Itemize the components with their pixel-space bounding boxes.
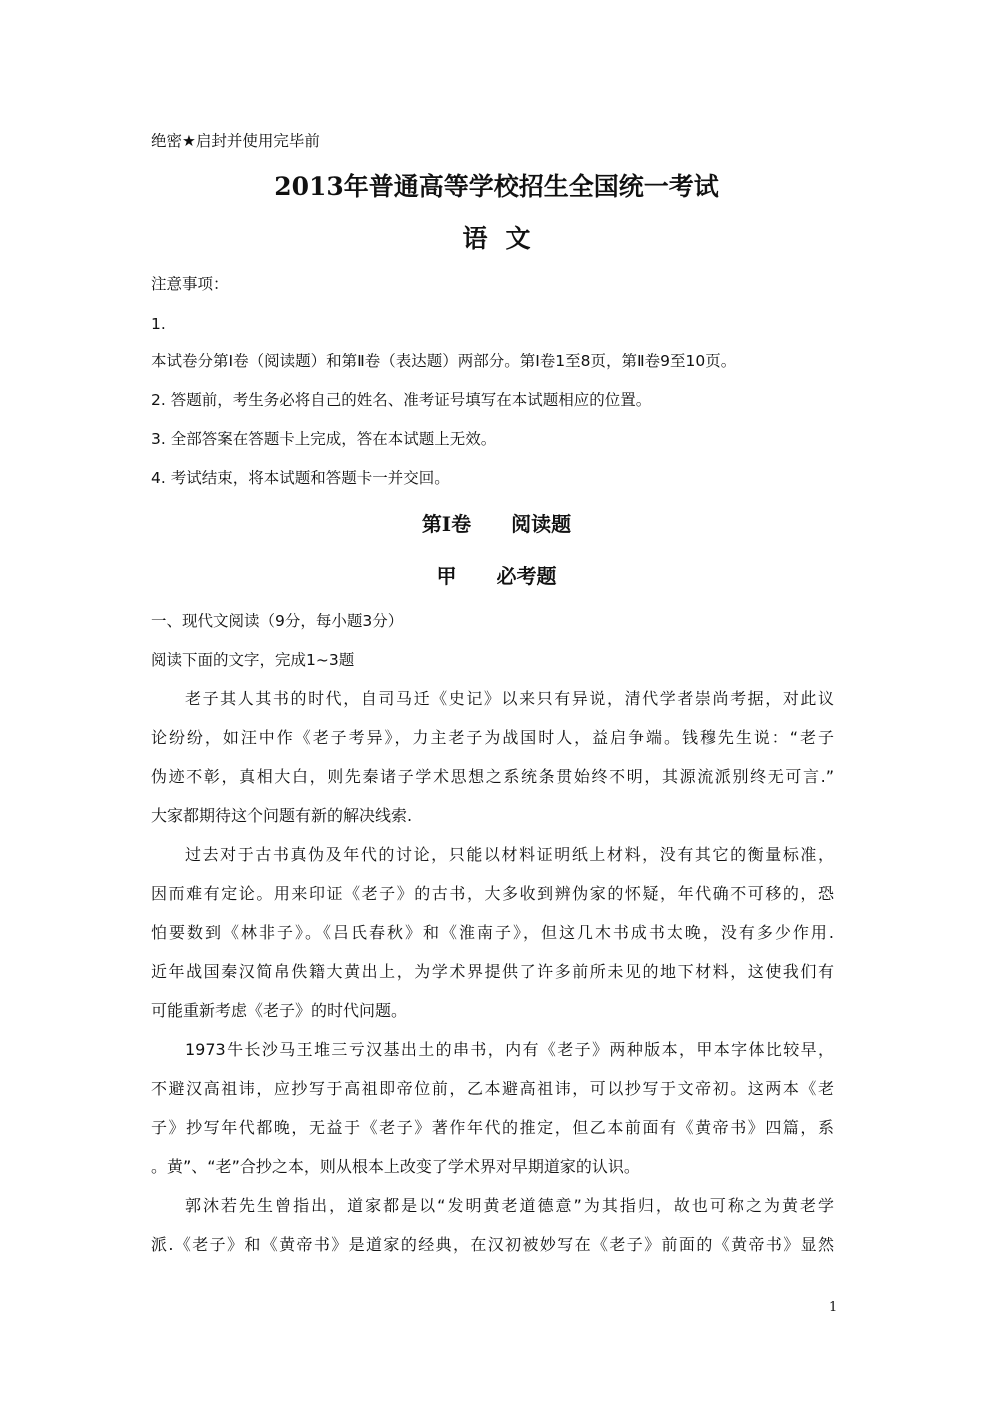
- notes-heading: 注意事项：: [151, 275, 229, 293]
- secret-mark: 绝密★启封并使用完毕前: [151, 132, 320, 150]
- notes-item-3: 3. 全部答案在答题卡上完成，答在本试题上无效。: [151, 430, 497, 448]
- reading-instruction: 阅读下面的文字，完成1~3题: [151, 651, 355, 669]
- part-heading: 第Ⅰ卷 阅读题: [421, 512, 572, 536]
- passage-line: 老子其人其书的时代，自司马迁《史记》以来只有异说，清代学者崇尚考据，对此议: [185, 689, 834, 708]
- page-number: 1: [829, 1300, 838, 1315]
- passage-line: 伪迹不彰，真相大白，则先秦诸子学术思想之系统条贯始终不明，其源流派别终无可言.”: [151, 767, 834, 786]
- notes-item-1-number: 1.: [151, 315, 166, 333]
- passage-line: 因而难有定论。用来印证《老子》的古书，大多收到辨伪家的怀疑，年代确不可移的，恐: [151, 884, 834, 903]
- notes-item-2: 2. 答题前，考生务必将自己的姓名、准考证号填写在本试题相应的位置。: [151, 391, 652, 409]
- notes-item-4: 4. 考试结束，将本试题和答题卡一并交回。: [151, 469, 450, 487]
- passage-line: 论纷纷，如汪中作《老子考异》，力主老子为战国时人，益启争端。钱穆先生说：“老子: [151, 728, 834, 747]
- exam-title: 2013年普通高等学校招生全国统一考试: [274, 172, 719, 201]
- passage-line: 1973牛长沙马王堆三亏汉基出土的串书，内有《老子》两种版本，甲本字体比较早，: [185, 1040, 834, 1059]
- passage-line: 。黄”、“老”合抄之本，则从根本上改变了学术界对早期道家的认识。: [151, 1157, 640, 1176]
- section-heading: 一、现代文阅读（9分，每小题3分）: [151, 612, 404, 630]
- passage-line: 大家都期待这个问题有新的解决线索.: [151, 806, 413, 825]
- subject-title: 语文: [462, 224, 549, 253]
- part-subheading: 甲 必考题: [436, 564, 557, 588]
- passage-line: 不避汉高祖讳，应抄写于高祖即帝位前，乙本避高祖讳，可以抄写于文帝初。这两本《老: [151, 1079, 834, 1098]
- passage-line: 近年战国秦汉简帛佚籍大黄出上，为学术界提供了许多前所未见的地下材料，这使我们有: [151, 962, 834, 981]
- passage-line: 可能重新考虑《老子》的时代问题。: [151, 1001, 408, 1020]
- passage-line: 怕要数到《林非子》。《吕氏春秋》和《淮南子》，但这几木书成书太晚，没有多少作用.: [151, 923, 834, 942]
- passage-line: 子》抄写年代都晚，无益于《老子》著作年代的推定，但乙本前面有《黄帝书》四篇，系: [151, 1118, 834, 1137]
- notes-item-1: 本试卷分第Ⅰ卷（阅读题）和第Ⅱ卷（表达题）两部分。第Ⅰ卷1至8页，第Ⅱ卷9至10页。: [151, 352, 737, 370]
- passage-line: 郭沐若先生曾指出，道家都是以“发明黄老道德意”为其指归，故也可称之为黄老学: [185, 1196, 834, 1215]
- passage-line: 派.《老子》和《黄帝书》是道家的经典，在汉初被妙写在《老子》前面的《黄帝书》显然: [151, 1235, 834, 1254]
- passage-line: 过去对于古书真伪及年代的讨论，只能以材料证明纸上材料，没有其它的衡量标准，: [185, 845, 834, 864]
